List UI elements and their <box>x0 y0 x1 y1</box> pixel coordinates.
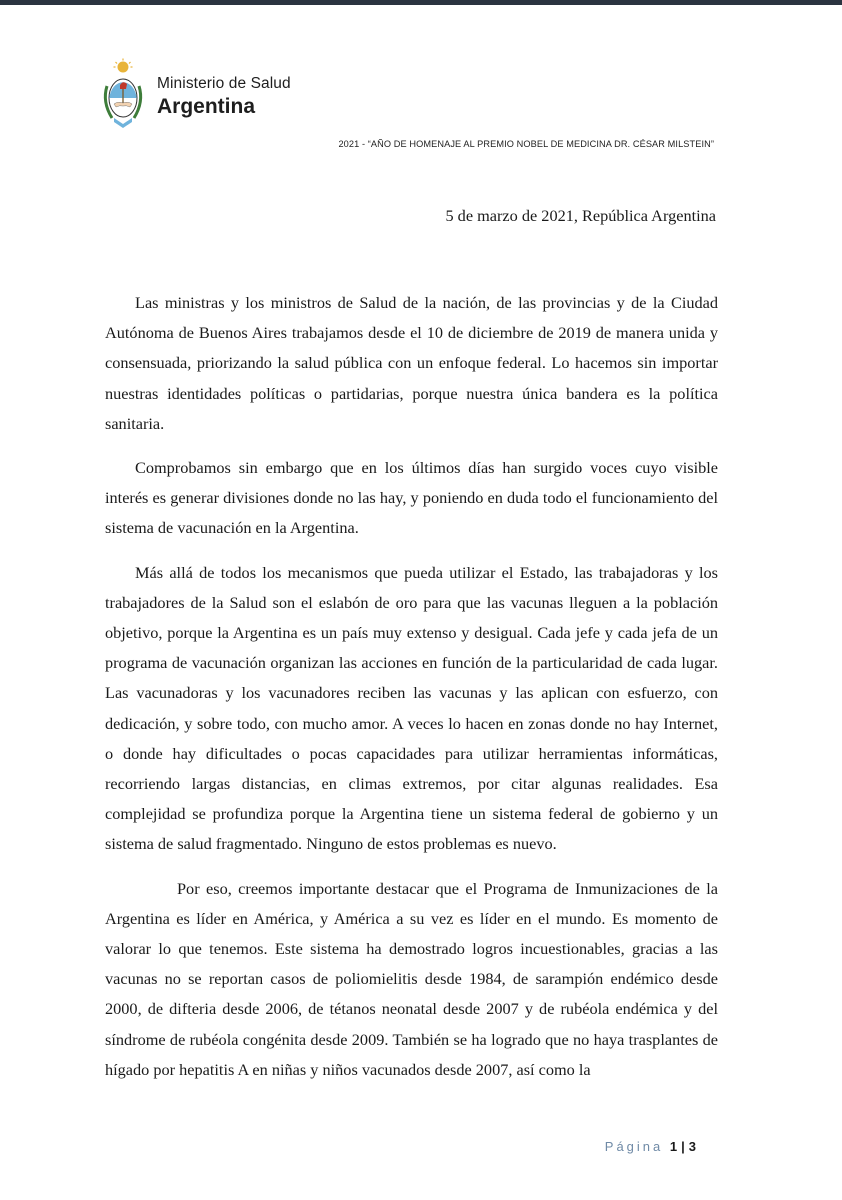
letter-date: 5 de marzo de 2021, República Argentina <box>445 206 716 225</box>
top-border-bar <box>0 0 842 5</box>
paragraph: Más allá de todos los mecanismos que pueda utilizar el Estado, las trabajadoras y los trabajadores de la Salud son el eslabón de oro para que las vacunas lleguen a la población objetivo, porque la Argentina es un país muy extenso y desigual. Cada jefe y cada jefa de un programa de vacunación organizan las acciones en función de la particularidad de cada lugar. Las vacunadoras y los vacunadores reciben las vacunas y las aplican con esfuerzo, con dedicación, y sobre todo, con mucho amor. A veces lo hacen en zonas donde no hay Internet, o donde hay dificultades o pocas capacidades para utilizar herramientas informáticas, recorriendo largas distancias, en climas extremos, por citar algunas realidades. Esa complejidad se profundiza porque la Argentina tiene un sistema federal de gobierno y un sistema de salud fragmentado. Ninguno de estos problemas es nuevo. <box>105 562 718 854</box>
page-total: 3 <box>688 1139 696 1154</box>
ministry-name <box>157 76 291 117</box>
country-label: Argentina <box>157 94 256 118</box>
page-word: Página <box>604 1139 664 1154</box>
page-separator: | <box>681 1139 685 1154</box>
paragraph: Las ministras y los ministros de Salud de la nación, de las provincias y de la Ciudad Autónoma de Buenos Aires trabajamos desde el 10 de diciembre de 2019 de manera unida y consensuada, priorizando la salud pública con un enfoque federal. Lo hacemos sin importar nuestras identidades políticas o partidarias, porque nuestra única bandera es la política sanitaria. <box>105 293 718 433</box>
paragraph: Por eso, creemos importante destacar que el Programa de Inmunizaciones de la Argentina es líder en América, y América a su vez es líder en el mundo. Es momento de valorar lo que tenemos. Este sistema ha demostrado logros incuestionables, gracias a las vacunas no se reportan casos de poliomielitis desde 1984, de sarampión endémico desde 2000, de difteria desde 2006, de tétanos neonatal desde 2007 y de rubéola endémica y del síndrome de rubéola congénita desde 2009. También se ha logrado que no haya trasplantes de hígado por hepatitis A en niñas y niños vacunados desde 2007, así como la <box>105 878 718 1079</box>
page-current: 1 <box>669 1139 678 1154</box>
ministry-label: Ministerio de Salud <box>157 75 291 92</box>
sun-icon <box>114 59 133 73</box>
letter-body <box>105 288 718 1099</box>
coat-of-arms-icon <box>100 58 146 130</box>
page-footer <box>605 1139 696 1154</box>
paragraph: Comprobamos sin embargo que en los últimos días han surgido voces cuyo visible interés es generar divisiones donde no las hay, y poniendo en duda todo el funcionamiento del sistema de vacunación en la Argentina. <box>105 458 718 538</box>
header-motto: 2021 - “AÑO DE HOMENAJE AL PREMIO NOBEL DE MEDICINA DR. CÉSAR MILSTEIN” <box>338 139 714 149</box>
